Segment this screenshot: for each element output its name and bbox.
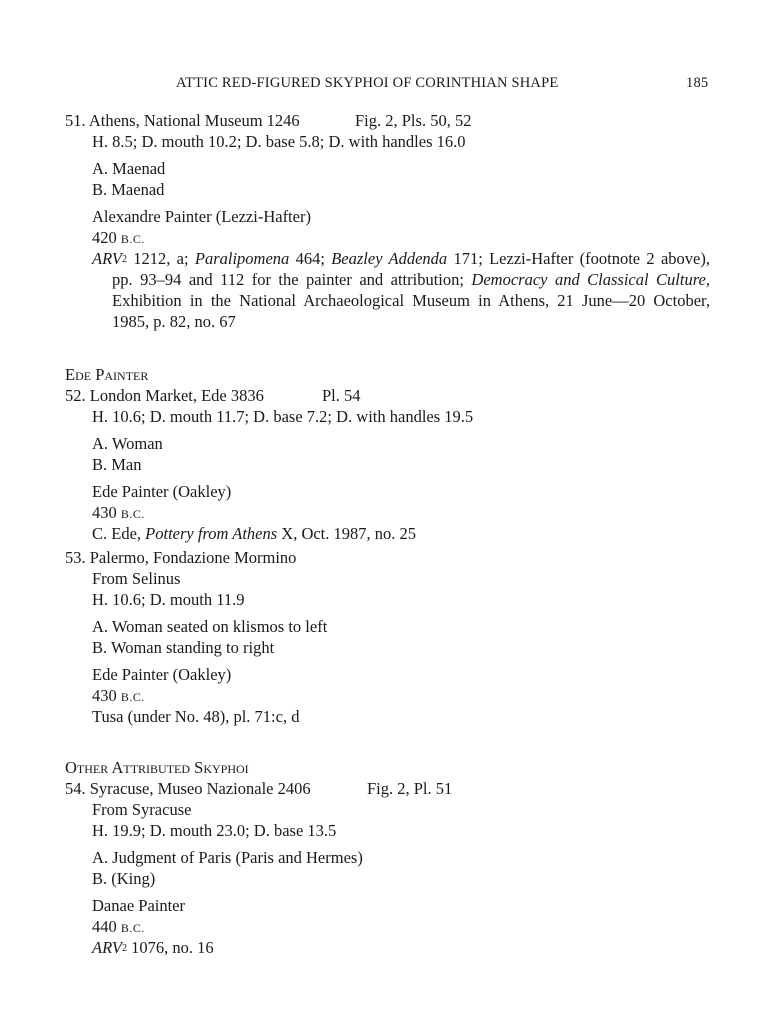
- bibliography: Tusa (under No. 48), pl. 71:c, d: [92, 707, 300, 726]
- date: [65, 916, 715, 937]
- date-number: 440: [92, 917, 117, 936]
- attribution: Ede Painter (Oakley): [92, 482, 232, 501]
- section-heading-other-skyphoi: Other Attributed Skyphoi: [65, 758, 249, 777]
- date-era: B.C.: [120, 507, 145, 521]
- entry-location: 52. London Market, Ede 3836: [65, 386, 264, 405]
- attribution: Danae Painter: [92, 896, 185, 915]
- side-a: A. Woman seated on klismos to left: [92, 617, 328, 636]
- ref-text: 464;: [289, 249, 332, 268]
- ref-text: X, Oct. 1987, no. 25: [277, 524, 417, 543]
- catalogue-entry-51: [65, 110, 715, 332]
- catalogue-entry-52: [65, 385, 715, 544]
- side-a: A. Maenad: [92, 159, 166, 178]
- entry-dimensions: H. 10.6; D. mouth 11.9: [92, 590, 245, 609]
- ref-text: 171; Lezzi-Hafter (footnote 2 above), pp. 93–94 and 112 for the painter and attribution;: [112, 249, 710, 289]
- bibliography: [65, 523, 715, 544]
- ref-superscript: 2: [121, 254, 127, 265]
- date: [65, 227, 715, 248]
- date: [65, 502, 715, 523]
- entry-heading: [65, 778, 715, 799]
- date-number: 430: [92, 503, 117, 522]
- catalogue-entry-53: [65, 547, 715, 727]
- catalogue-entry-54: [65, 778, 715, 958]
- side-a: A. Judgment of Paris (Paris and Hermes): [92, 848, 363, 867]
- entry-heading: [65, 110, 715, 131]
- entry-location: 54. Syracuse, Museo Nazionale 2406: [65, 779, 311, 798]
- entry-figures: Fig. 2, Pl. 51: [367, 779, 453, 798]
- ref-text: C. Ede,: [92, 524, 146, 543]
- side-a: A. Woman: [92, 434, 163, 453]
- ref-arv: ARV: [92, 938, 122, 957]
- entry-heading: 53. Palermo, Fondazione Mormino: [65, 548, 297, 567]
- side-b: B. Woman standing to right: [92, 638, 275, 657]
- ref-text: , Exhibition in the National Archaeological Museum in Athens, 21 June—20 October, 1985, p. 82, no. 67: [112, 270, 710, 331]
- entry-figures: Fig. 2, Pls. 50, 52: [355, 111, 472, 130]
- ref-text: 1076, no. 16: [126, 938, 214, 957]
- date: [65, 685, 715, 706]
- page-number: 185: [686, 75, 709, 91]
- section-heading-ede-painter: Ede Painter: [65, 365, 149, 384]
- entry-dimensions: H. 19.9; D. mouth 23.0; D. base 13.5: [92, 821, 337, 840]
- side-b: B. Maenad: [92, 180, 165, 199]
- ref-beazley: Beazley Addenda: [331, 249, 448, 268]
- entry-dimensions: H. 8.5; D. mouth 10.2; D. base 5.8; D. with handles 16.0: [92, 132, 466, 151]
- bibliography: [65, 937, 715, 958]
- ref-paralipomena: Paralipomena: [194, 249, 290, 268]
- attribution: Ede Painter (Oakley): [92, 665, 232, 684]
- ref-superscript: 2: [121, 943, 127, 954]
- date-era: B.C.: [120, 232, 145, 246]
- ref-pottery: Pottery from Athens: [145, 524, 278, 543]
- date-era: B.C.: [120, 690, 145, 704]
- bibliography: [65, 248, 710, 332]
- date-number: 430: [92, 686, 117, 705]
- attribution: Alexandre Painter (Lezzi-Hafter): [92, 207, 311, 226]
- entry-figures: Pl. 54: [322, 386, 361, 405]
- date-era: B.C.: [120, 921, 145, 935]
- provenance: From Selinus: [92, 569, 181, 588]
- entry-dimensions: H. 10.6; D. mouth 11.7; D. base 7.2; D. with handles 19.5: [92, 407, 474, 426]
- side-b: B. Man: [92, 455, 142, 474]
- side-b: B. (King): [92, 869, 156, 888]
- date-number: 420: [92, 228, 117, 247]
- running-title: ATTIC RED-FIGURED SKYPHOI OF CORINTHIAN SHAPE: [176, 75, 559, 91]
- entry-location: 51. Athens, National Museum 1246: [65, 111, 300, 130]
- running-head: [0, 73, 777, 93]
- entry-heading: [65, 385, 715, 406]
- ref-democracy: Democracy and Classical Culture: [471, 270, 706, 289]
- provenance: From Syracuse: [92, 800, 192, 819]
- ref-text: 1212, a;: [126, 249, 195, 268]
- ref-arv: ARV: [92, 249, 122, 268]
